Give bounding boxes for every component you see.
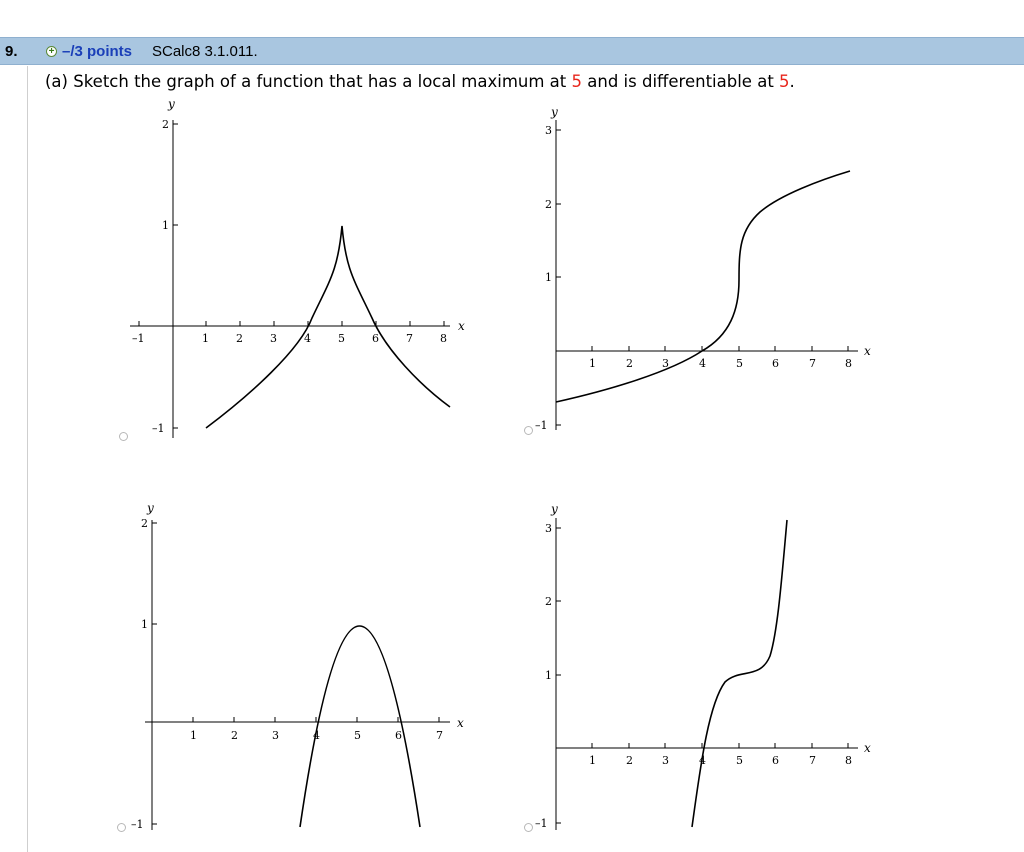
ticks <box>556 130 848 425</box>
expand-plus-icon[interactable]: + <box>46 46 57 57</box>
graph-choice-c <box>115 495 475 840</box>
x-tick-label: 2 <box>626 357 633 370</box>
x-axis-label: x <box>864 344 871 358</box>
y-axis-label: y <box>147 501 154 515</box>
value-highlight-1: 5 <box>571 72 583 91</box>
x-tick-label: 3 <box>272 729 279 742</box>
y-tick-label: 1 <box>545 271 552 284</box>
choice-a-radio[interactable] <box>119 432 128 441</box>
x-tick-label: 5 <box>354 729 361 742</box>
x-tick-label: 2 <box>236 332 243 345</box>
y-tick-label: 3 <box>545 522 552 535</box>
x-tick-label: 1 <box>202 332 209 345</box>
question-number: 9. <box>5 43 18 60</box>
x-ticks <box>139 124 444 428</box>
y-tick-label: 2 <box>141 517 148 530</box>
left-divider <box>27 66 28 852</box>
curve-parabola <box>300 626 420 827</box>
y-tick-label: 1 <box>162 219 169 232</box>
x-tick-label: 5 <box>338 332 345 345</box>
question-suffix: . <box>789 72 795 91</box>
x-axis-label: x <box>458 319 465 333</box>
x-tick-label: 5 <box>736 754 743 767</box>
y-tick-label: –1 <box>535 817 548 830</box>
graph-choice-b <box>520 95 880 445</box>
x-tick-label: 3 <box>662 357 669 370</box>
y-tick-label: 2 <box>162 118 169 131</box>
question-text <box>45 72 795 91</box>
question-prefix: (a) Sketch the graph of a function that has a local maximum at <box>45 72 567 91</box>
question-code: SCalc8 3.1.011. <box>152 43 258 60</box>
y-tick-label: –1 <box>535 419 548 432</box>
x-tick-label: 6 <box>772 357 779 370</box>
x-tick-label: 3 <box>662 754 669 767</box>
x-tick-label: 5 <box>736 357 743 370</box>
x-tick-label: 2 <box>626 754 633 767</box>
x-tick-label: 7 <box>436 729 443 742</box>
x-tick-label: 4 <box>304 332 311 345</box>
ticks <box>556 528 848 823</box>
x-tick-label: –1 <box>132 332 145 345</box>
ticks <box>152 523 439 824</box>
x-tick-label: 4 <box>313 729 320 742</box>
question-header <box>0 37 1024 65</box>
question-middle: and is differentiable at <box>587 72 774 91</box>
curve-cubic <box>692 520 787 827</box>
x-tick-label: 6 <box>395 729 402 742</box>
x-tick-label: 1 <box>589 754 596 767</box>
x-tick-label: 6 <box>772 754 779 767</box>
y-tick-label: 2 <box>545 595 552 608</box>
x-tick-label: 1 <box>589 357 596 370</box>
x-tick-label: 2 <box>231 729 238 742</box>
x-tick-label: 3 <box>270 332 277 345</box>
x-tick-label: 1 <box>190 729 197 742</box>
x-tick-label: 8 <box>845 357 852 370</box>
choice-d-radio[interactable] <box>524 823 533 832</box>
x-tick-label: 8 <box>440 332 447 345</box>
y-tick-label: 2 <box>545 198 552 211</box>
x-tick-label: 7 <box>406 332 413 345</box>
x-tick-label: 7 <box>809 357 816 370</box>
y-tick-label: 1 <box>141 618 148 631</box>
x-tick-label: 4 <box>699 357 706 370</box>
curve-cusp <box>206 226 450 428</box>
y-tick-label: –1 <box>131 818 144 831</box>
y-tick-label: –1 <box>152 422 165 435</box>
y-axis-label: y <box>168 97 175 111</box>
x-axis-label: x <box>457 716 464 730</box>
y-tick-label: 3 <box>545 124 552 137</box>
choice-b-radio[interactable] <box>524 426 533 435</box>
x-tick-label: 7 <box>809 754 816 767</box>
x-tick-label: 8 <box>845 754 852 767</box>
points-label[interactable]: –/3 points <box>62 43 133 60</box>
graph-choice-a <box>120 95 480 445</box>
graph-choice-d <box>520 495 880 840</box>
y-tick-label: 1 <box>545 669 552 682</box>
y-axis-label: y <box>551 105 558 119</box>
x-axis-label: x <box>864 741 871 755</box>
x-tick-label: 4 <box>699 754 706 767</box>
y-axis-label: y <box>551 502 558 516</box>
x-tick-label: 6 <box>372 332 379 345</box>
choice-c-radio[interactable] <box>117 823 126 832</box>
value-highlight-2: 5 <box>779 72 790 91</box>
